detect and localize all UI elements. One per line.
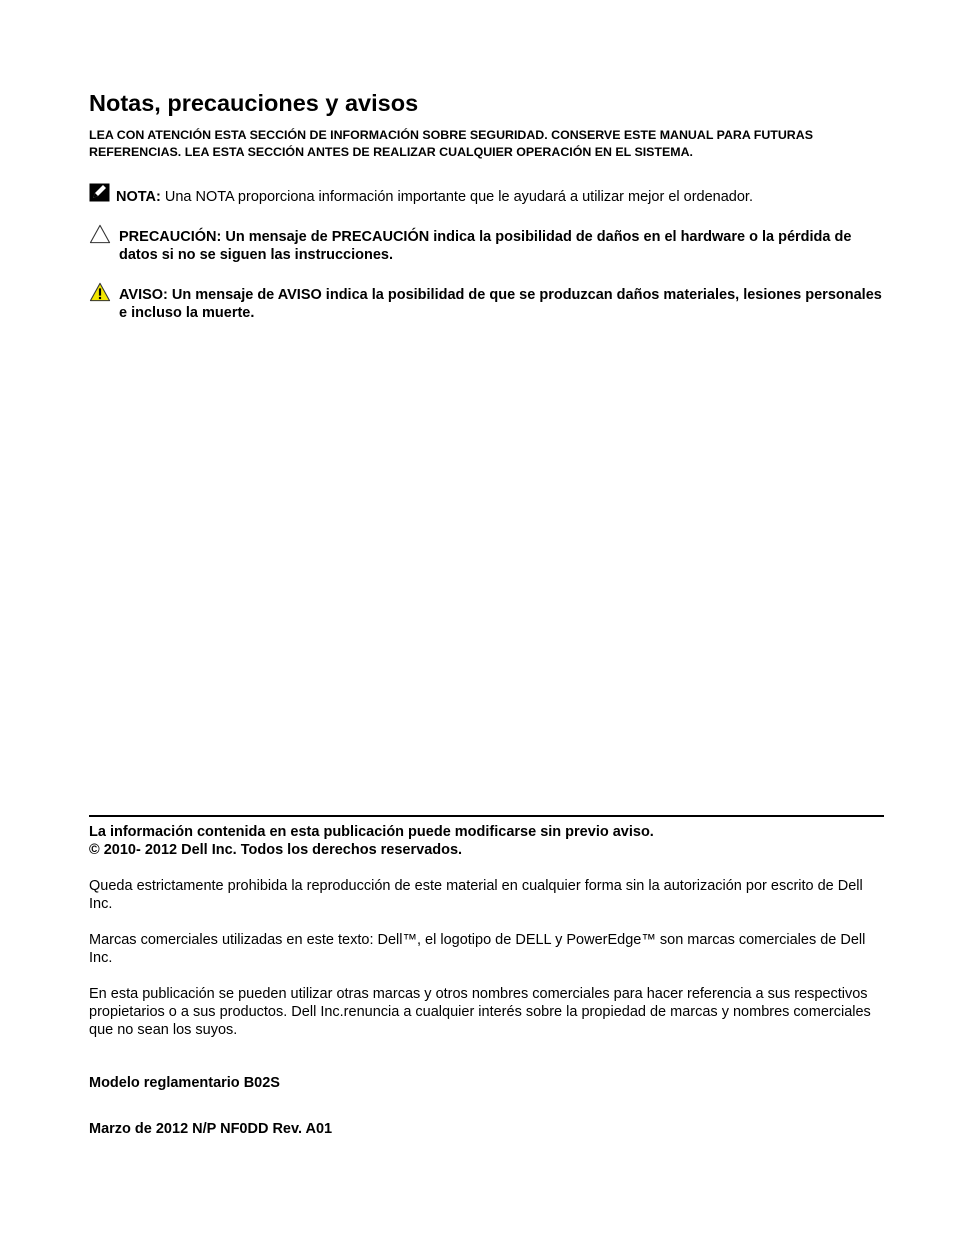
footer-divider (89, 815, 884, 817)
copyright-line: © 2010- 2012 Dell Inc. Todos los derechos reservados. (89, 842, 463, 858)
reproduction-paragraph: Queda estrictamente prohibida la reproducción de este material en cualquier forma sin la autorización por escrito de Dell Inc. (89, 878, 863, 912)
warning-triangle-icon (89, 282, 111, 302)
caution-label: PRECAUCIÓN: (119, 229, 222, 245)
note-label: NOTA: (116, 189, 161, 205)
pencil-note-icon (89, 183, 111, 203)
warning-label: AVISO: (119, 287, 168, 303)
note-notice (89, 188, 889, 206)
regulatory-model: Modelo reglamentario B02S (89, 1075, 280, 1091)
page-title: Notas, precauciones y avisos (89, 90, 419, 116)
other-marks-paragraph: En esta publicación se pueden utilizar otras marcas y otros nombres comerciales para hacer referencia a sus respectivos propietarios o a sus productos. Dell Inc.renuncia a cualquier interés sobre la propiedad de marcas y nombres comerciales que no sean los suyos. (89, 986, 871, 1038)
footer-notice-line: La información contenida en esta publicación puede modificarse sin previo aviso. (89, 824, 654, 840)
warning-text: Un mensaje de AVISO indica la posibilidad de que se produzcan daños materiales, lesiones personales e incluso la muerte. (119, 287, 882, 321)
warning-notice (89, 286, 889, 322)
date-part-number: Marzo de 2012 N/P NF0DD Rev. A01 (89, 1121, 333, 1137)
safety-intro: LEA CON ATENCIÓN ESTA SECCIÓN DE INFORMACIÓN SOBRE SEGURIDAD. CONSERVE ESTE MANUAL PARA FUTURAS REFERENCIAS. LEA ESTA SECCIÓN ANTES DE REALIZAR CUALQUIER OPERACIÓN EN EL SISTEMA. (89, 128, 813, 159)
note-text: Una NOTA proporciona información importante que le ayudará a utilizar mejor el ordenador. (160, 189, 753, 205)
caution-notice (89, 228, 889, 264)
caution-text: Un mensaje de PRECAUCIÓN indica la posibilidad de daños en el hardware o la pérdida de datos si no se siguen las instrucciones. (119, 229, 852, 263)
caution-triangle-icon (89, 224, 111, 244)
trademarks-paragraph: Marcas comerciales utilizadas en este texto: Dell™, el logotipo de DELL y PowerEdge™ son marcas comerciales de Dell Inc. (89, 932, 866, 966)
